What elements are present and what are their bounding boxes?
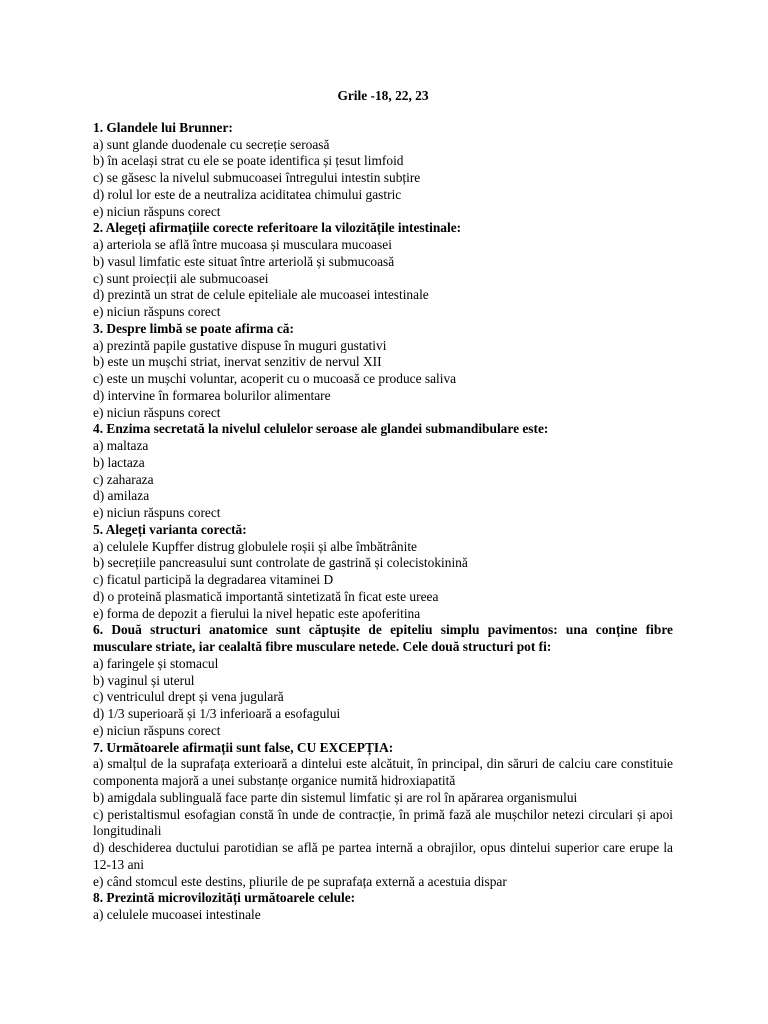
answer-option: b) amigdala sublinguală face parte din sistemul limfatic și are rol în apărarea organismului [93,789,578,805]
document-page [93,88,673,924]
answer-option: a) faringele și stomacul [93,655,219,671]
question-text: 3. Despre limbă se poate afirma că: [93,320,294,336]
answer-option: c) se găsesc la nivelul submucoasei întregului intestin subțire [93,170,421,185]
answer-option: a) maltaza [93,438,149,453]
answer-option: e) când stomcul este destins, pliurile de pe suprafața externă a acestuia dispar [93,873,507,889]
question-6 [93,622,673,739]
answer-option: c) ficatul participă la degradarea vitaminei D [93,572,334,587]
answer-option: a) smalțul de la suprafața exterioară a dintelui este alcătuit, în principal, din săruri de calciu care constituie componenta majoră a unei substanțe organice numită hidroxiapatită [93,756,673,788]
answer-option: d) deschiderea ductului parotidian se află pe partea internă a obrajilor, opus dintelui superior care erupe la 12-13 ani [93,840,673,872]
answer-option: a) prezintă papile gustative dispuse în muguri gustativi [93,337,387,353]
answer-option: b) este un mușchi striat, inervat senzitiv de nervul XII [93,354,382,370]
answer-option: e) niciun răspuns corect [93,404,221,420]
answer-option: b) vasul limfatic este situat între arteriolă și submucoasă [93,253,395,269]
answer-option: a) sunt glande duodenale cu secreție seroasă [93,136,330,152]
question-4 [93,421,673,522]
answer-option: b) lactaza [93,454,145,470]
question-5 [93,522,673,623]
question-text: 8. Prezintă microvilozități următoarele celule: [93,890,356,906]
answer-option: c) este un mușchi voluntar, acoperit cu o mucoasă ce produce saliva [93,371,457,386]
answer-option: a) celulele mucoasei intestinale [93,907,261,922]
answer-option: d) o proteină plasmatică importantă sintetizată în ficat este ureea [93,588,439,604]
answer-option: c) ventriculul drept și vena jugulară [93,689,284,705]
answer-option: c) sunt proiecții ale submucoasei [93,270,269,286]
document-title: Grile -18, 22, 23 [337,88,429,103]
answer-option: b) secrețiile pancreasului sunt controlate de gastrină și colecistokinină [93,555,468,571]
answer-option: d) prezintă un strat de celule epiteliale ale mucoasei intestinale [93,287,429,303]
answer-option: d) amilaza [93,488,150,504]
answer-option: e) niciun răspuns corect [93,722,221,738]
question-1 [93,120,673,221]
answer-option: d) 1/3 superioară și 1/3 inferioară a esofagului [93,706,341,721]
question-text: 7. Următoarele afirmații sunt false, CU EXCEPȚIA: [93,739,394,755]
answer-option: b) în același strat cu ele se poate identifica și țesut limfoid [93,153,404,169]
answer-option: c) peristaltismul esofagian constă în unde de contracție, în primă fază ale mușchilor netezi circulari și apoi longitudinali [93,806,673,839]
answer-option: d) intervine în formarea bolurilor alimentare [93,387,331,403]
question-text: 6. Două structuri anatomice sunt căptușite de epiteliu simplu pavimentos: una conține fibre musculare striate, iar cealaltă fibre musculare netede. Cele două structuri pot fi: [93,622,673,654]
question-text: 2. Alegeți afirmațiile corecte referitoare la vilozitățile intestinale: [93,220,462,236]
answer-option: a) arteriola se află între mucoasa și musculara mucoasei [93,237,392,252]
answer-option: e) niciun răspuns corect [93,505,221,520]
question-text: 4. Enzima secretată la nivelul celulelor seroase ale glandei submandibulare este: [93,421,549,437]
question-7 [93,740,673,891]
answer-option: c) zaharaza [93,471,154,487]
answer-option: a) celulele Kupffer distrug globulele roșii și albe îmbătrânite [93,538,417,554]
answer-option: b) vaginul și uterul [93,672,195,688]
question-3 [93,321,673,422]
answer-option: e) niciun răspuns corect [93,203,221,219]
question-text: 5. Alegeți varianta corectă: [93,521,247,537]
question-list [93,120,673,924]
answer-option: e) niciun răspuns corect [93,304,221,319]
answer-option: d) rolul lor este de a neutraliza aciditatea chimului gastric [93,186,402,202]
question-2 [93,220,673,321]
answer-option: e) forma de depozit a fierului la nivel hepatic este apoferitina [93,605,421,621]
question-text: 1. Glandele lui Brunner: [93,119,233,135]
question-8 [93,890,673,924]
